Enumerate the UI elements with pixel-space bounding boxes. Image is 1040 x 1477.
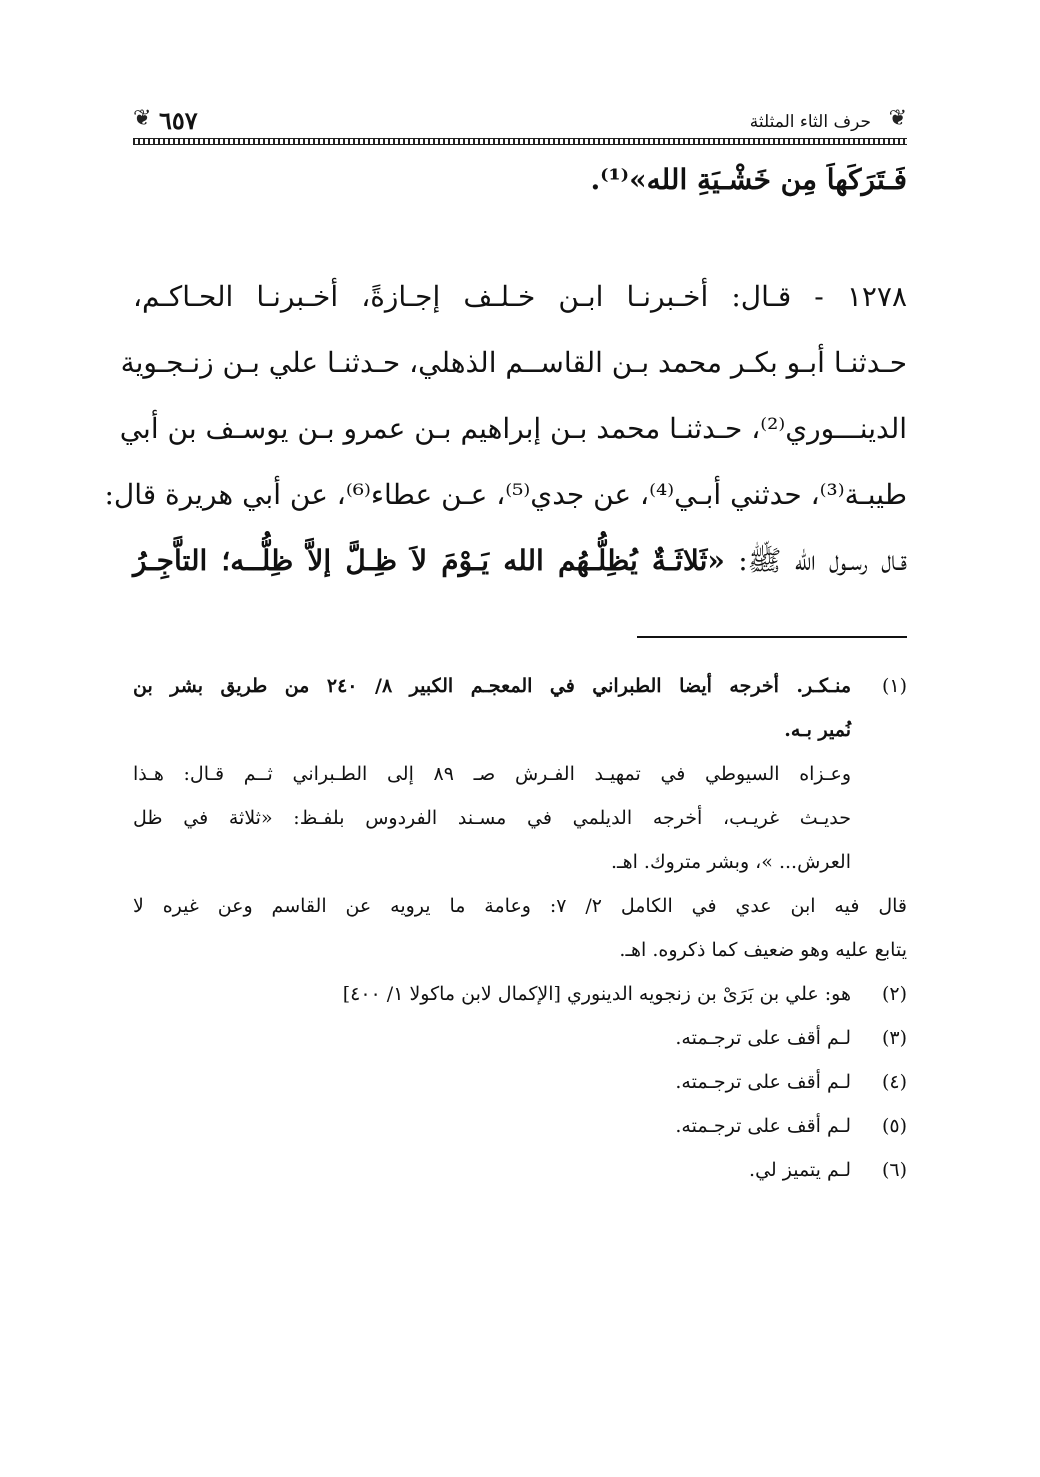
page-header (133, 100, 907, 146)
footnote-line: وعـزاه السيوطي في تمهيـد الفـرش صـ ٨٩ إلى الطـبراني ثــم قـال: هـذا (133, 763, 851, 785)
hadith-quote: «ثَلاثَـةٌ يُظِلُّـهُم الله يَـوْمَ لاَ ظِـلَّ إلاَّ ظِلُّــه؛ التاَّجِـرُ (133, 544, 725, 577)
footnote-line: هو: علي بن بَرَىْ بن زنجويه الدينوري [الإكمال لابن ماكولا ١/ ٤٠٠] (342, 983, 851, 1005)
text-line: ١٢٧٨ - قـال: أخـبرنـا ابـن خـلـف إجـازةً، أخـبرنـا الحـاكـم، (133, 280, 907, 313)
footnote-line: لـم أقف على ترجـمته. (675, 1027, 851, 1049)
footnote-line: لـم أقف على ترجـمته. (675, 1071, 851, 1093)
footnote-item (133, 1016, 907, 1060)
chapter-title: حرف الثاء المثلثة (749, 112, 871, 132)
text-segment: قـال رسـول الله ﷺ: (724, 544, 907, 577)
text-line (133, 528, 907, 594)
footnote-number: (١) (881, 675, 907, 697)
footnote-item (133, 1148, 907, 1192)
main-text (104, 150, 907, 594)
ornament-left-icon: ❦ (133, 106, 152, 131)
footnotes (133, 664, 907, 1192)
footnote-item (133, 972, 907, 1016)
footnote-line: قال فيه ابن عدي في الكامل ٢/ ٧: وعامة ما يرويه عن القاسم وعن غيره لا (133, 895, 907, 917)
footnote-item (133, 752, 907, 884)
footnote-line: نُمير بـه. (784, 719, 851, 741)
text-line: طيبـة⁽³⁾، حدثني أبـي⁽⁴⁾، عن جدي⁽⁵⁾، عـن عطاء⁽⁶⁾، عن أبي هريرة قال: (104, 478, 907, 511)
footnote-number: (٣) (881, 1027, 907, 1049)
header-rule (133, 138, 907, 145)
text-line: حـدثنـا أبـو بكـر محمد بـن القاســم الذهلي، حـدثنـا علي بـن زنـجـوية (120, 346, 907, 379)
footnote-line: حديـث غريـب، أخرجه الديلمي في مسـند الفردوس بلفـظ: «ثلاثة في ظل (133, 807, 851, 829)
text-line: الدينـــوري⁽²⁾، حـدثنـا محمد بـن إبراهيم بـن عمرو بـن يوسـف بن أبي (119, 412, 907, 445)
footnote-item (133, 664, 907, 752)
footnote-line: لـم أقف على ترجـمته. (675, 1115, 851, 1137)
footnote-separator (637, 636, 907, 638)
footnote-number: (٤) (881, 1071, 907, 1093)
footnote-line: العرش... »، وبشر متروك. اهـ. (610, 851, 851, 873)
footnote-number: (٢) (881, 983, 907, 1005)
page-number: ٦٥٧ (159, 106, 198, 135)
footnote-line: لـم يتميز لي. (749, 1159, 851, 1181)
footnote-line: منـكـر. أخرجه أيضا الطبراني في المعجـم الكبير ٨/ ٢٤٠ من طريق بشر بن (133, 675, 852, 697)
footnote-number: (٦) (881, 1159, 907, 1181)
footnote-item (133, 1104, 907, 1148)
footnote-item (133, 884, 907, 972)
footnote-line: يتابع عليه وهو ضعيف كما ذكروه. اهـ. (619, 939, 907, 961)
footnote-item (133, 1060, 907, 1104)
footnote-number: (٥) (881, 1115, 907, 1137)
ornament-right-icon: ❦ (888, 106, 907, 131)
text-line: فَـتَرَكَهاَ مِن خَشْـيَةِ الله»⁽¹⁾. (590, 163, 907, 196)
